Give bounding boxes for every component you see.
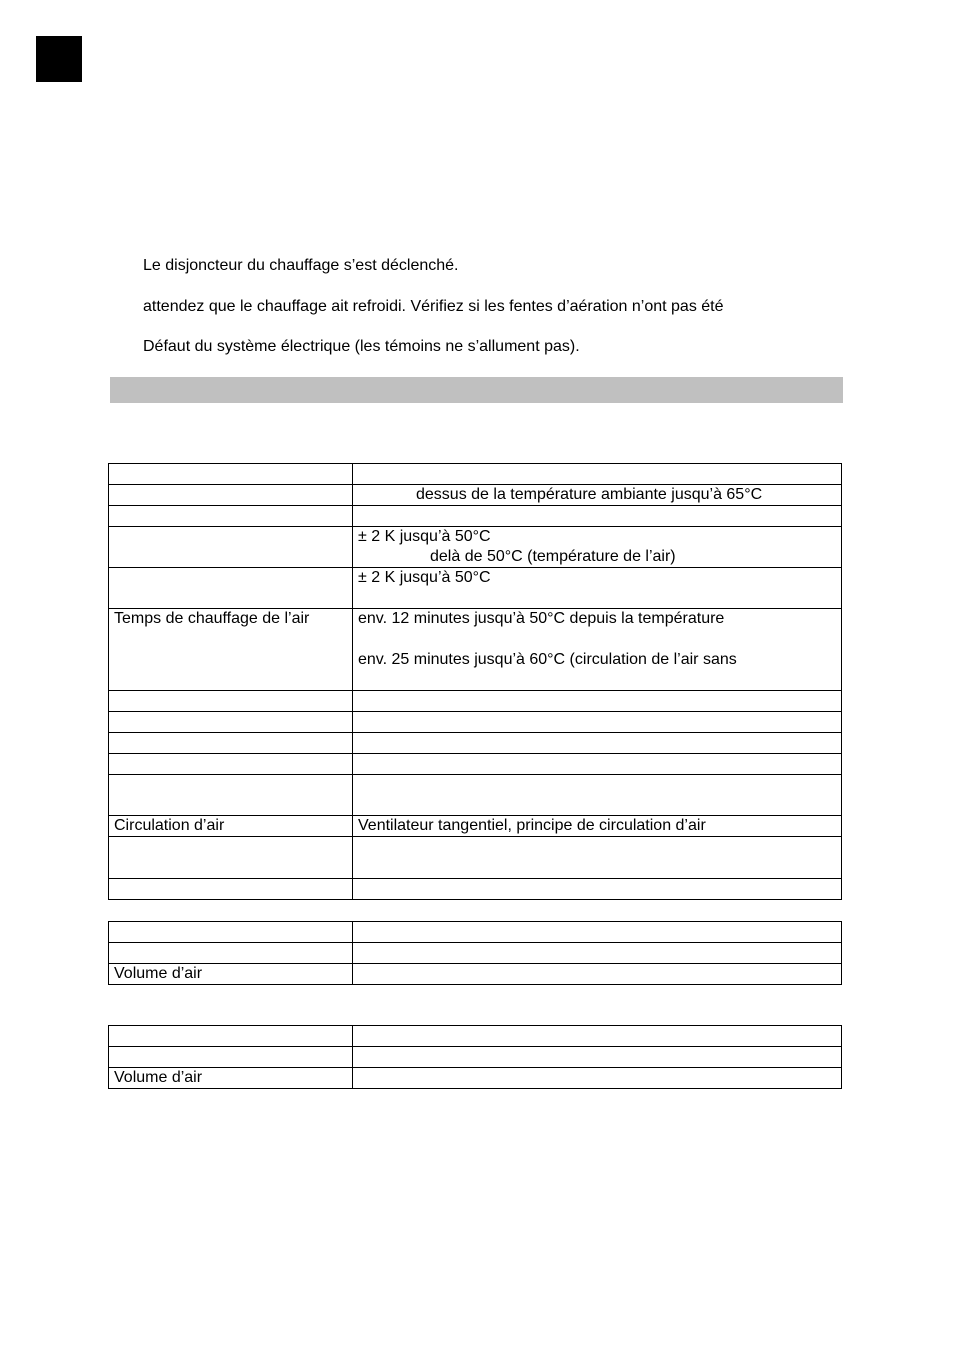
row-label	[109, 527, 353, 568]
row-label	[109, 879, 353, 900]
row-value	[353, 1026, 842, 1047]
temperature-range-value: dessus de la température ambiante jusqu’à 65°C	[416, 486, 763, 503]
row-value	[353, 691, 842, 712]
specification-table-2	[108, 921, 842, 985]
row-label: Volume d’air	[109, 964, 353, 985]
table-row	[109, 879, 842, 900]
row-label	[109, 464, 353, 485]
row-label	[109, 1026, 353, 1047]
row-label	[109, 943, 353, 964]
row-value	[353, 464, 842, 485]
table-row	[109, 754, 842, 775]
row-label	[109, 691, 353, 712]
row-value	[353, 879, 842, 900]
accuracy-value-line-2: delà de 50°C (température de l’air)	[430, 548, 676, 565]
table-row	[109, 691, 842, 712]
table-row	[109, 1026, 842, 1047]
table-row	[109, 943, 842, 964]
note-line-1: Le disjoncteur du chauffage s’est déclenché.	[143, 257, 459, 274]
row-label	[109, 733, 353, 754]
row-value	[353, 1047, 842, 1068]
accuracy-value-line-1: ± 2 K jusqu’à 50°C	[358, 528, 491, 545]
row-label: Volume d’air	[109, 1068, 353, 1089]
table-row	[109, 1047, 842, 1068]
note-line-2: attendez que le chauffage ait refroidi. Vérifiez si les fentes d’aération n’ont pas été	[143, 298, 724, 315]
row-value	[353, 485, 842, 506]
row-label: Circulation d’air	[109, 816, 353, 837]
row-value	[353, 943, 842, 964]
row-value	[353, 712, 842, 733]
table-row	[109, 922, 842, 943]
technical-data-table	[108, 463, 842, 900]
table-row	[109, 568, 842, 609]
row-value	[353, 568, 842, 609]
note-line-3: Défaut du système électrique (les témoins ne s’allument pas).	[143, 338, 580, 355]
row-value	[353, 733, 842, 754]
row-label	[109, 485, 353, 506]
table-row	[109, 506, 842, 527]
table-row	[109, 712, 842, 733]
heating-time-line-1: env. 12 minutes jusqu’à 50°C depuis la température	[358, 610, 725, 627]
table-row	[109, 485, 842, 506]
table-row	[109, 837, 842, 879]
row-value: Ventilateur tangentiel, principe de circulation d’air	[353, 816, 842, 837]
row-label	[109, 1047, 353, 1068]
row-value	[353, 1068, 842, 1089]
row-label	[109, 754, 353, 775]
table-row	[109, 1068, 842, 1089]
table-row	[109, 464, 842, 485]
row-label	[109, 922, 353, 943]
row-label	[109, 775, 353, 816]
row-label: Temps de chauffage de l’air	[109, 609, 353, 691]
row-value	[353, 609, 842, 691]
deviation-value: ± 2 K jusqu’à 50°C	[358, 569, 491, 586]
section-header-bar	[110, 377, 843, 403]
row-value	[353, 964, 842, 985]
row-value	[353, 527, 842, 568]
table-row	[109, 816, 842, 837]
table-row	[109, 609, 842, 691]
row-value	[353, 837, 842, 879]
table-row	[109, 775, 842, 816]
row-label	[109, 837, 353, 879]
table-row	[109, 964, 842, 985]
specification-table-3	[108, 1025, 842, 1089]
row-label	[109, 712, 353, 733]
section-marker-block	[36, 36, 82, 82]
table-row	[109, 733, 842, 754]
row-value	[353, 506, 842, 527]
row-value	[353, 922, 842, 943]
heating-time-line-2: env. 25 minutes jusqu’à 60°C (circulation de l’air sans	[358, 651, 737, 668]
row-label	[109, 506, 353, 527]
row-label	[109, 568, 353, 609]
table-row	[109, 527, 842, 568]
row-value	[353, 754, 842, 775]
row-value	[353, 775, 842, 816]
